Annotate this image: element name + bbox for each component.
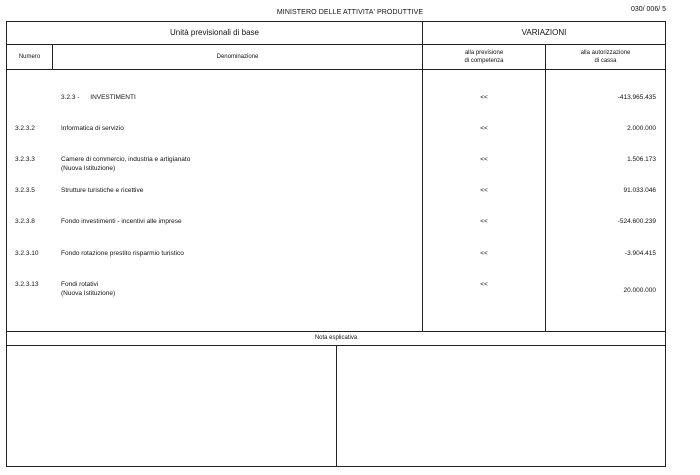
rule-header [7,44,665,45]
rule-colheads [7,69,665,70]
row-competenza: << [480,250,488,257]
row-denominazione: Fondo investimenti - incentivi alle imprese [61,218,182,225]
row-cassa: 2.000.000 [627,125,656,132]
nota-title: Nota esplicativa [314,335,358,341]
table-frame [6,21,666,467]
row-cassa: 91.033.046 [623,187,656,194]
row-denominazione: Fondo rotazione prestito risparmio turistico [61,250,184,257]
row-denominazione: 3.2.3 - INVESTIMENTI [61,94,136,101]
row-competenza: << [480,187,488,194]
row-cassa: 1.506.173 [627,156,656,163]
row-numero: 3.2.3.10 [15,250,39,257]
row-numero: 3.2.3.5 [15,187,35,194]
col-numero: Numero [18,54,41,60]
col-denominazione: Denominazione [216,54,259,60]
document-code: 030/ 006/ 5 [630,6,666,13]
nota-left-box [7,346,336,467]
row-numero: 3.2.3.13 [15,281,39,288]
section-variazioni: VARIAZIONI [521,28,567,37]
col-cassa: alla autorizzazione di cassa [580,50,631,64]
row-competenza: << [480,125,488,132]
col-competenza: alla previsione di competenza [464,50,504,64]
row-cassa: -524.600.239 [617,218,656,225]
row-cassa: -413.965.435 [617,94,656,101]
row-denominazione: Camere di commercio, industria e artigianato (Nuova Istituzione) [61,156,191,172]
ministry-title: MINISTERO DELLE ATTIVITA' PRODUTTIVE [276,9,424,16]
row-numero: 3.2.3.8 [15,218,35,225]
row-cassa: 20.000.000 [623,287,656,294]
row-competenza: << [480,281,488,288]
row-competenza: << [480,94,488,101]
row-numero: 3.2.3.2 [15,125,35,132]
section-unita: Unità previsionali di base [170,28,259,37]
nota-right-box [337,346,665,467]
row-denominazione: Strutture turistiche e ricettive [61,187,144,194]
row-denominazione: Fondi rotativi (Nuova Istituzione) [61,281,116,297]
row-numero: 3.2.3.3 [15,156,35,163]
row-cassa: -3.904.415 [624,250,656,257]
row-competenza: << [480,218,488,225]
row-competenza: << [480,156,488,163]
rule-table-end [7,331,665,332]
row-denominazione: Informatica di servizio [61,125,124,132]
